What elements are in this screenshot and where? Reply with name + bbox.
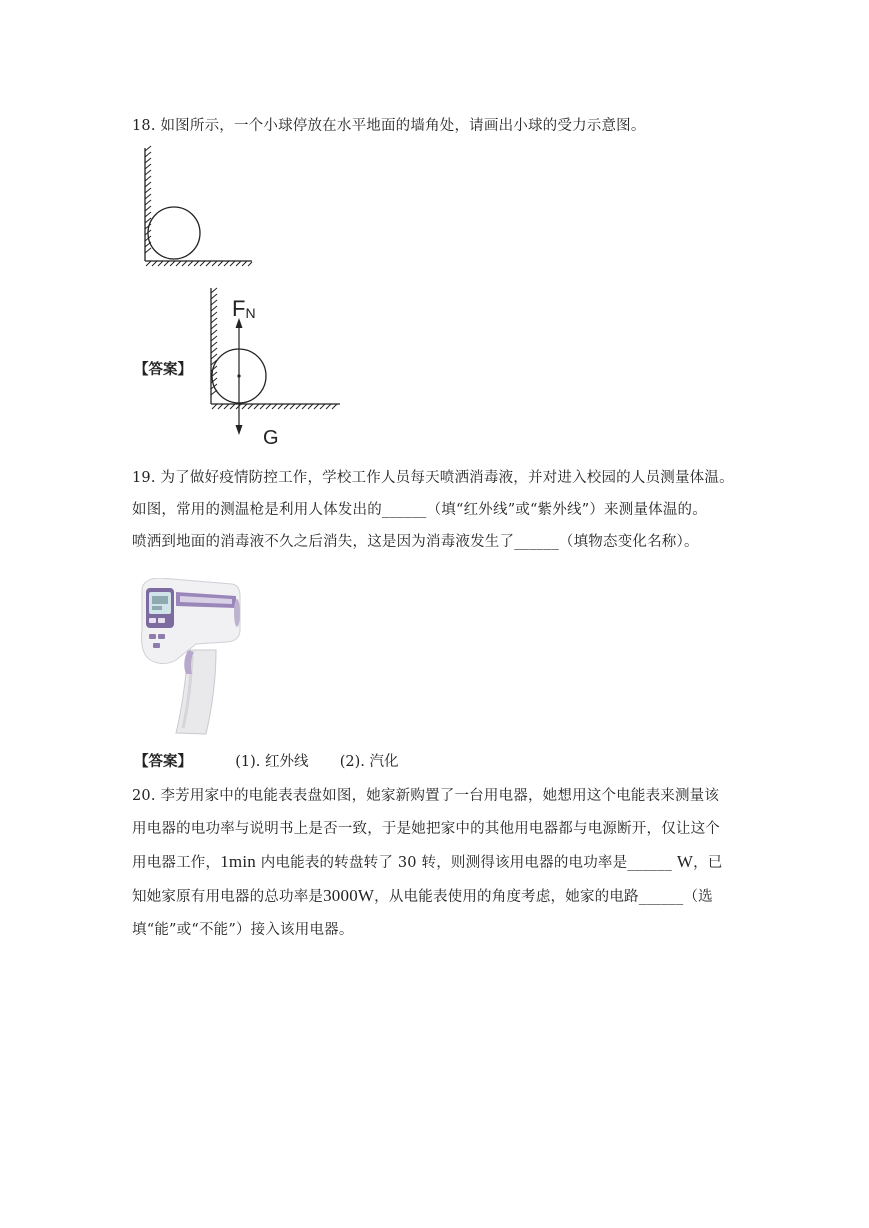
q19-line-3: 喷洒到地面的消毒液不久之后消失，这是因为消毒液发生了______（填物态变化名称）。 [132,534,699,550]
q20-line-3: 用电器工作，1min 内电能表的转盘转了 30 转，则测得该用电器的电功率是______ W，已 [132,852,723,871]
q19-answer-tag: 【答案】 [134,753,192,770]
q18-answer-tag: 【答案】 [134,361,192,378]
infrared-thermometer-image [136,578,242,738]
q19-answer-1: (1). 红外线 [235,754,309,770]
q19-line-2: 如图，常用的测温枪是利用人体发出的______（填“红外线”或“紫外线”）来测量体温的。 [132,502,707,518]
q20-line-4: 知她家原有用电器的总功率是3000W，从电能表使用的角度考虑，她家的电路______（选 [132,886,713,905]
gravity-arrowhead [236,425,243,435]
q20-line-5: 填“能”或“不能”）接入该用电器。 [132,922,354,938]
q18-text: 18. 如图所示，一个小球停放在水平地面的墙角处，请画出小球的受力示意图。 [132,118,646,134]
label-g: G [263,427,279,449]
q18-force-diagram [196,284,346,454]
q20-power-unit: W [676,852,694,871]
q19-answer [134,750,398,771]
q18-wall-corner-figure [136,145,256,270]
q20-line-2: 用电器的电功率与说明书上是否一致，于是她把家中的其他用电器都与电源断开，仅让这个 [132,821,720,837]
q19-line-1: 19. 为了做好疫情防控工作，学校工作人员每天喷洒消毒液，并对进入校园的人员测量体温。 [132,470,734,486]
q19-answer-2: (2). 汽化 [339,754,399,770]
q20-line-1: 20. 李芳用家中的电能表表盘如图，她家新购置了一台用电器，她想用这个电能表来测量该 [132,788,720,804]
ball [148,207,200,259]
q20-time-value: 1min [220,852,256,871]
label-fn: FN [232,296,256,321]
q20-total-power: 3000W [323,886,375,905]
